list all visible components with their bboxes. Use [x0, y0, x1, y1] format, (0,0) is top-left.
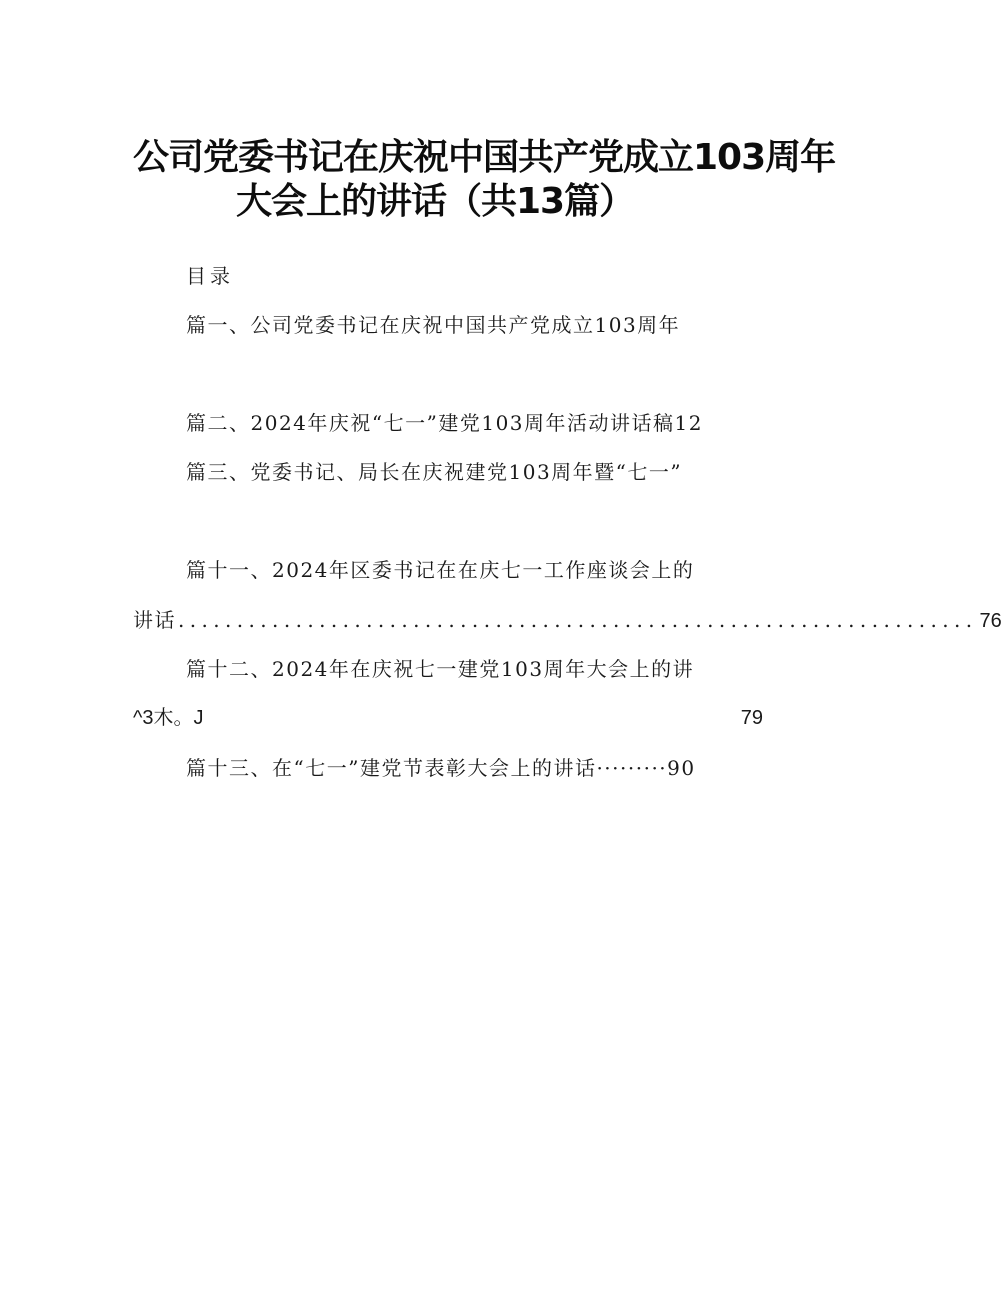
- toc-heading: 目录: [186, 264, 234, 288]
- toc-entry-12: 篇十二、2024年在庆祝七一建党103周年大会上的讲: [186, 657, 695, 681]
- toc-entry-13: 篇十三、在“七一”建党节表彰大会上的讲话·········90: [186, 756, 696, 780]
- document-title-line-2: 大会上的讲话（共13篇）: [236, 181, 635, 222]
- toc-entry-12-continuation: [133, 704, 763, 732]
- toc-entry-2: 篇二、2024年庆祝“七一”建党103周年活动讲话稿12: [186, 411, 703, 435]
- toc-entry-11-continuation: [133, 606, 1002, 635]
- toc-entry-3: 篇三、党委书记、局长在庆祝建党103周年暨“七一”: [186, 460, 683, 484]
- toc-entry-11-tail: 讲话: [133, 608, 176, 632]
- page-number: 79: [740, 707, 763, 729]
- dot-leader: ....................................................................: [178, 608, 978, 632]
- toc-entry-11: 篇十一、2024年区委书记在在庆七一工作座谈会上的: [186, 558, 695, 582]
- document-title-line-1: 公司党委书记在庆祝中国共产党成立103周年: [133, 137, 836, 178]
- toc-entry-12-tail: ^3木。J: [133, 707, 204, 729]
- page-number: 76: [979, 610, 1002, 632]
- toc-entry-1: 篇一、公司党委书记在庆祝中国共产党成立103周年: [186, 313, 681, 337]
